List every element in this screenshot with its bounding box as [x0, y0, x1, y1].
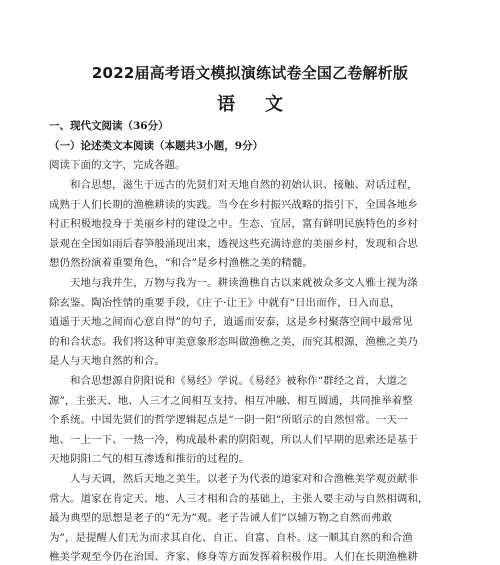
text-line: 除玄鉴、陶冶性情的重要手段，《庄子·让王》中就有“日出而作，日入而息，: [49, 296, 401, 309]
text-line: 为”，是提醒人们无为而求其自化、自正、自富、自朴。这一顺其自然的和合渔: [49, 531, 413, 544]
reading-instruction: 阅读下面的文字，完成各题。: [49, 159, 186, 171]
text-line: 和合思想，滋生于远古的先贤们对天地自然的初始认识、接触、对话过程，: [70, 179, 418, 191]
text-line: 地、一上一下、一热一冷，构成最朴素的阴阳观，所以人们早期的思索还是基于: [49, 433, 418, 446]
subject-heading: 语文: [217, 94, 313, 115]
document-title: 2022届高考语文模拟演练试卷全国乙卷解析版: [91, 64, 409, 82]
text-line: 和合思想源自阴阳说和《易经》学说。《易经》被称作“群经之首，大道之: [70, 374, 408, 387]
text-line: 成熟于人们长期的渔樵耕读的实践。当今在乡村振兴战略的指引下，全国各地乡: [49, 198, 418, 211]
text-line: 天地与我并生，万物与我为一。耕读渔樵自古以来就被众多文人雅士视为涤: [70, 276, 418, 289]
section-heading: 一、现代文阅读（36分）: [49, 120, 169, 132]
paragraph: [49, 372, 451, 470]
text-line: 村正积极地投身于美丽乡村的建设之中。生态、宜居，富有鲜明民族特色的乡村: [49, 218, 418, 231]
text-line: 逍遥于天地之间而心意自得”的句子，逍遥而安泰，这是乡村聚落空间中最常见: [49, 316, 413, 329]
paragraph: [49, 470, 451, 565]
text-line: 天地阴阳二气的相互渗透和推衍的过程的。: [49, 453, 250, 466]
subsection-heading: （一）论述类文本阅读（本题共3小题，9分）: [49, 140, 264, 152]
text-line: 的和合状态。我们将这种审美意象形态叫做渔樵之美，而究其根源，渔樵之美乃: [49, 335, 418, 348]
text-line: 源”，主张天、地、人三才之间相互支持、相互冲融、相互圆通，共同推举着整: [49, 394, 413, 407]
text-line: 樵美学观至今仍在治国、齐家、修身等方面发挥着积极作用。人们在长期渔樵耕: [49, 551, 418, 564]
paragraph: [49, 176, 451, 274]
text-line: 最为典型的思想是老子的“无为”观。老子告诫人们“以辅万物之自然而弗敢: [49, 512, 393, 525]
text-line: 是人与天地自然的和合。: [49, 355, 165, 368]
text-line: 想仍然扮演着重要角色，“和合”是乡村渔樵之美的精髓。: [49, 257, 313, 270]
paragraph: [49, 274, 451, 372]
text-line: 个系统。中国先贤们的哲学逻辑起点是“一阴一阳”所昭示的自然恒常。一天一: [49, 414, 408, 427]
text-line: 常大。道家在肯定天、地、人三才相和合的基础上，主张人要主动与自然相调和，: [49, 492, 429, 505]
text-line: 人与天调，然后天地之美生。以老子为代表的道家对和合渔樵美学观贡献非: [70, 472, 418, 485]
passage-body: [49, 176, 451, 565]
text-line: 景观在全国如雨后春笋般涌现出来，透视这些充满诗意的美丽乡村，发现和合思: [49, 237, 418, 250]
